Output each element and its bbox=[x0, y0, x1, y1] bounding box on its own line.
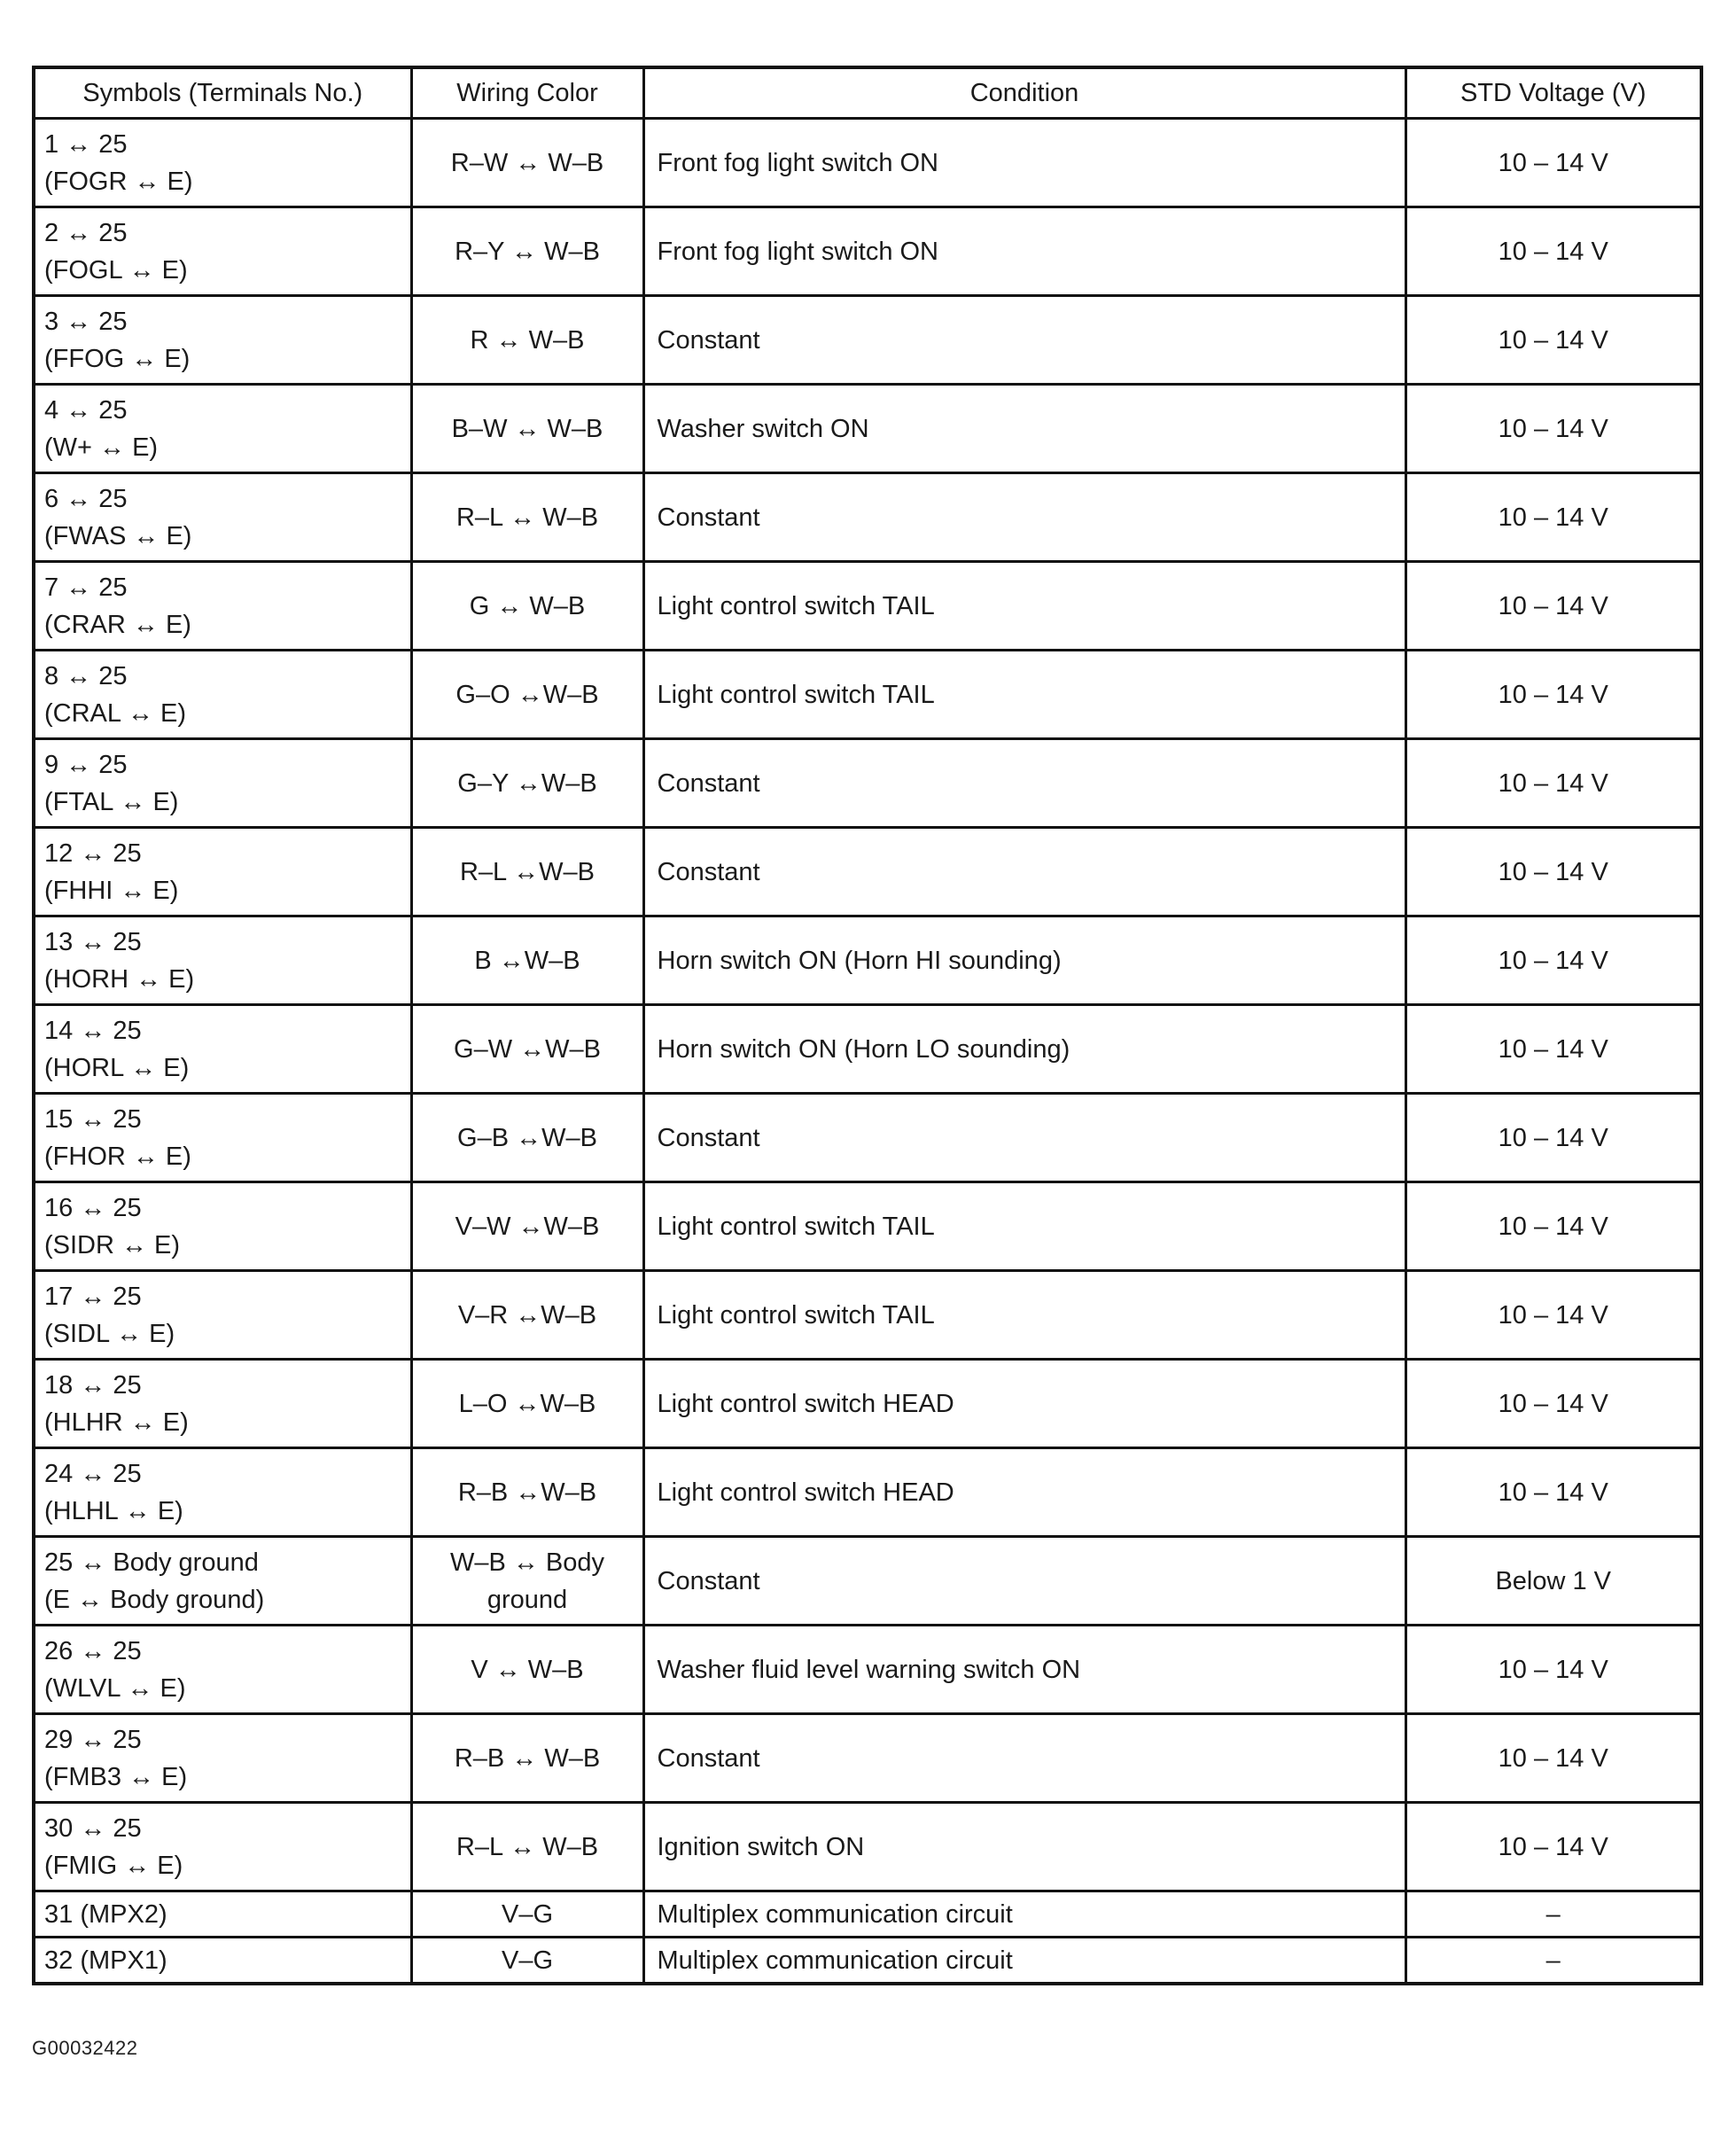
wiring-color: R ↔ W–B bbox=[470, 325, 585, 355]
table-body bbox=[34, 119, 1701, 1985]
table-row bbox=[34, 1891, 1701, 1938]
std-voltage-cell: 10 – 14 V bbox=[1405, 828, 1701, 916]
wiring-color-cell bbox=[411, 207, 643, 296]
condition-cell: Constant bbox=[643, 828, 1405, 916]
terminal-symbol: (FHHI ↔ E) bbox=[44, 876, 179, 905]
wiring-color-cell: V–G bbox=[411, 1891, 643, 1938]
wiring-color: G–W ↔W–B bbox=[454, 1034, 601, 1064]
condition-cell: Constant bbox=[643, 1714, 1405, 1803]
table-row bbox=[34, 1537, 1701, 1626]
terminal-number: 8 ↔ 25 bbox=[44, 661, 128, 690]
terminal-cell bbox=[34, 1803, 411, 1891]
condition-cell: Washer fluid level warning switch ON bbox=[643, 1626, 1405, 1714]
wiring-color-cell bbox=[411, 1094, 643, 1182]
terminal-cell bbox=[34, 1182, 411, 1271]
wiring-color-cell bbox=[411, 739, 643, 828]
wiring-color: G–Y ↔W–B bbox=[457, 768, 597, 798]
wiring-color: R–B ↔W–B bbox=[457, 1478, 597, 1507]
condition-cell: Horn switch ON (Horn HI sounding) bbox=[643, 916, 1405, 1005]
terminal-number: 24 ↔ 25 bbox=[44, 1459, 142, 1488]
terminal-symbol: (SIDR ↔ E) bbox=[44, 1230, 181, 1259]
terminal-number: 16 ↔ 25 bbox=[44, 1193, 142, 1222]
condition-cell: Horn switch ON (Horn LO sounding) bbox=[643, 1005, 1405, 1094]
terminal-symbol: (FWAS ↔ E) bbox=[44, 521, 192, 550]
condition-cell: Multiplex communication circuit bbox=[643, 1938, 1405, 1985]
wiring-color-cell: V–G bbox=[411, 1938, 643, 1985]
std-voltage-cell: 10 – 14 V bbox=[1405, 1360, 1701, 1448]
wiring-color: W–B ↔ Body ground bbox=[449, 1548, 605, 1614]
std-voltage-cell: 10 – 14 V bbox=[1405, 739, 1701, 828]
terminal-number: 18 ↔ 25 bbox=[44, 1370, 142, 1400]
condition-cell: Front fog light switch ON bbox=[643, 207, 1405, 296]
terminal-symbol: (SIDL ↔ E) bbox=[44, 1319, 175, 1348]
wiring-color: V–R ↔W–B bbox=[457, 1300, 597, 1330]
wiring-color-cell bbox=[411, 1360, 643, 1448]
terminal-voltage-sheet bbox=[32, 66, 1700, 1985]
wiring-color: L–O ↔W–B bbox=[458, 1389, 596, 1418]
terminal-voltage-table bbox=[32, 66, 1703, 1985]
terminal-symbol: (FHOR ↔ E) bbox=[44, 1142, 191, 1171]
terminal-cell bbox=[34, 1448, 411, 1537]
table-row bbox=[34, 207, 1701, 296]
table-row bbox=[34, 739, 1701, 828]
terminal-number: 7 ↔ 25 bbox=[44, 573, 128, 602]
terminal-cell: 32 (MPX1) bbox=[34, 1938, 411, 1985]
std-voltage-cell: 10 – 14 V bbox=[1405, 651, 1701, 739]
terminal-number: 13 ↔ 25 bbox=[44, 927, 142, 956]
table-row bbox=[34, 1182, 1701, 1271]
wiring-color-cell bbox=[411, 385, 643, 473]
terminal-cell bbox=[34, 473, 411, 562]
terminal-symbol: (E ↔ Body ground) bbox=[44, 1585, 265, 1614]
wiring-color: G–O ↔W–B bbox=[455, 680, 599, 709]
table-row bbox=[34, 1626, 1701, 1714]
wiring-color-cell bbox=[411, 1714, 643, 1803]
terminal-cell bbox=[34, 385, 411, 473]
terminal-number: 3 ↔ 25 bbox=[44, 307, 128, 336]
wiring-color-cell bbox=[411, 916, 643, 1005]
table-row bbox=[34, 651, 1701, 739]
std-voltage-cell: 10 – 14 V bbox=[1405, 1182, 1701, 1271]
wiring-color: G–B ↔W–B bbox=[457, 1123, 597, 1152]
terminal-cell bbox=[34, 1537, 411, 1626]
table-row bbox=[34, 1714, 1701, 1803]
terminal-cell bbox=[34, 828, 411, 916]
std-voltage-cell: 10 – 14 V bbox=[1405, 562, 1701, 651]
wiring-color-cell bbox=[411, 1803, 643, 1891]
terminal-cell bbox=[34, 1714, 411, 1803]
condition-cell: Light control switch TAIL bbox=[643, 651, 1405, 739]
header-condition: Condition bbox=[643, 67, 1405, 119]
terminal-number: 9 ↔ 25 bbox=[44, 750, 128, 779]
wiring-color-cell bbox=[411, 651, 643, 739]
std-voltage-cell: 10 – 14 V bbox=[1405, 1271, 1701, 1360]
header-symbols: Symbols (Terminals No.) bbox=[34, 67, 411, 119]
terminal-symbol: (HLHL ↔ E) bbox=[44, 1496, 183, 1525]
condition-cell: Ignition switch ON bbox=[643, 1803, 1405, 1891]
table-header-row bbox=[34, 67, 1701, 119]
terminal-cell bbox=[34, 1094, 411, 1182]
std-voltage-cell: – bbox=[1405, 1938, 1701, 1985]
terminal-number: 30 ↔ 25 bbox=[44, 1813, 142, 1843]
wiring-color-cell bbox=[411, 1271, 643, 1360]
terminal-number: 26 ↔ 25 bbox=[44, 1636, 142, 1665]
terminal-symbol: (HORH ↔ E) bbox=[44, 964, 195, 994]
table-row bbox=[34, 1094, 1701, 1182]
condition-cell: Constant bbox=[643, 739, 1405, 828]
condition-cell: Light control switch TAIL bbox=[643, 1182, 1405, 1271]
wiring-color: V ↔ W–B bbox=[471, 1655, 584, 1684]
table-row bbox=[34, 119, 1701, 207]
terminal-cell: 31 (MPX2) bbox=[34, 1891, 411, 1938]
table-row bbox=[34, 828, 1701, 916]
wiring-color: B–W ↔ W–B bbox=[451, 414, 603, 443]
std-voltage-cell: 10 – 14 V bbox=[1405, 296, 1701, 385]
wiring-color: R–B ↔ W–B bbox=[454, 1743, 601, 1773]
std-voltage-cell: – bbox=[1405, 1891, 1701, 1938]
terminal-symbol: (HLHR ↔ E) bbox=[44, 1408, 189, 1437]
terminal-symbol: (FOGR ↔ E) bbox=[44, 167, 193, 196]
std-voltage-cell: 10 – 14 V bbox=[1405, 1803, 1701, 1891]
table-row bbox=[34, 385, 1701, 473]
terminal-number: 12 ↔ 25 bbox=[44, 838, 142, 868]
std-voltage-cell: Below 1 V bbox=[1405, 1537, 1701, 1626]
terminal-cell bbox=[34, 296, 411, 385]
table-row bbox=[34, 562, 1701, 651]
wiring-color: R–L ↔ W–B bbox=[455, 503, 599, 532]
table-row bbox=[34, 296, 1701, 385]
terminal-number: 4 ↔ 25 bbox=[44, 395, 128, 425]
wiring-color-cell bbox=[411, 296, 643, 385]
std-voltage-cell: 10 – 14 V bbox=[1405, 119, 1701, 207]
terminal-cell bbox=[34, 1005, 411, 1094]
wiring-color-cell bbox=[411, 1005, 643, 1094]
terminal-cell bbox=[34, 562, 411, 651]
terminal-cell bbox=[34, 119, 411, 207]
condition-cell: Constant bbox=[643, 473, 1405, 562]
condition-cell: Constant bbox=[643, 1094, 1405, 1182]
std-voltage-cell: 10 – 14 V bbox=[1405, 1626, 1701, 1714]
condition-cell: Washer switch ON bbox=[643, 385, 1405, 473]
table-row bbox=[34, 916, 1701, 1005]
header-std-voltage: STD Voltage (V) bbox=[1405, 67, 1701, 119]
condition-cell: Constant bbox=[643, 1537, 1405, 1626]
std-voltage-cell: 10 – 14 V bbox=[1405, 1094, 1701, 1182]
terminal-symbol: (WLVL ↔ E) bbox=[44, 1673, 186, 1703]
terminal-symbol: (W+ ↔ E) bbox=[44, 433, 159, 462]
std-voltage-cell: 10 – 14 V bbox=[1405, 1005, 1701, 1094]
terminal-symbol: (FTAL ↔ E) bbox=[44, 787, 179, 816]
table-row bbox=[34, 1271, 1701, 1360]
terminal-cell bbox=[34, 1626, 411, 1714]
condition-cell: Light control switch TAIL bbox=[643, 1271, 1405, 1360]
terminal-symbol: (FOGL ↔ E) bbox=[44, 255, 188, 285]
terminal-number: 2 ↔ 25 bbox=[44, 218, 128, 247]
wiring-color-cell bbox=[411, 1537, 643, 1626]
wiring-color: R–Y ↔ W–B bbox=[455, 237, 600, 266]
wiring-color-cell bbox=[411, 1448, 643, 1537]
terminal-cell bbox=[34, 207, 411, 296]
wiring-color: R–L ↔W–B bbox=[459, 857, 596, 886]
wiring-color-cell bbox=[411, 1182, 643, 1271]
std-voltage-cell: 10 – 14 V bbox=[1405, 1448, 1701, 1537]
wiring-color: G ↔ W–B bbox=[469, 591, 586, 620]
wiring-color: V–W ↔W–B bbox=[455, 1212, 600, 1241]
terminal-symbol: (FMIG ↔ E) bbox=[44, 1851, 183, 1880]
terminal-number: 14 ↔ 25 bbox=[44, 1016, 142, 1045]
condition-cell: Light control switch TAIL bbox=[643, 562, 1405, 651]
terminal-number: 15 ↔ 25 bbox=[44, 1104, 142, 1134]
table-row bbox=[34, 1448, 1701, 1537]
table-row bbox=[34, 1360, 1701, 1448]
terminal-cell bbox=[34, 1360, 411, 1448]
condition-cell: Front fog light switch ON bbox=[643, 119, 1405, 207]
wiring-color-cell bbox=[411, 473, 643, 562]
wiring-color-cell bbox=[411, 562, 643, 651]
terminal-cell bbox=[34, 651, 411, 739]
wiring-color-cell bbox=[411, 119, 643, 207]
table-row bbox=[34, 1938, 1701, 1985]
wiring-color-cell bbox=[411, 828, 643, 916]
terminal-cell bbox=[34, 739, 411, 828]
condition-cell: Light control switch HEAD bbox=[643, 1360, 1405, 1448]
std-voltage-cell: 10 – 14 V bbox=[1405, 207, 1701, 296]
terminal-symbol: (FMB3 ↔ E) bbox=[44, 1762, 188, 1791]
figure-id: G00032422 bbox=[32, 2037, 138, 2059]
std-voltage-cell: 10 – 14 V bbox=[1405, 473, 1701, 562]
terminal-symbol: (HORL ↔ E) bbox=[44, 1053, 190, 1082]
terminal-number: 17 ↔ 25 bbox=[44, 1282, 142, 1311]
header-wiring-color: Wiring Color bbox=[411, 67, 643, 119]
std-voltage-cell: 10 – 14 V bbox=[1405, 916, 1701, 1005]
condition-cell: Multiplex communication circuit bbox=[643, 1891, 1405, 1938]
terminal-number: 25 ↔ Body ground bbox=[44, 1548, 259, 1577]
condition-cell: Constant bbox=[643, 296, 1405, 385]
terminal-number: 1 ↔ 25 bbox=[44, 129, 128, 159]
terminal-symbol: (FFOG ↔ E) bbox=[44, 344, 191, 373]
table-row bbox=[34, 1803, 1701, 1891]
table-row bbox=[34, 1005, 1701, 1094]
terminal-cell bbox=[34, 1271, 411, 1360]
terminal-number: 29 ↔ 25 bbox=[44, 1725, 142, 1754]
terminal-number: 6 ↔ 25 bbox=[44, 484, 128, 513]
terminal-symbol: (CRAL ↔ E) bbox=[44, 698, 187, 728]
terminal-cell bbox=[34, 916, 411, 1005]
table-row bbox=[34, 473, 1701, 562]
std-voltage-cell: 10 – 14 V bbox=[1405, 1714, 1701, 1803]
condition-cell: Light control switch HEAD bbox=[643, 1448, 1405, 1537]
wiring-color: R–L ↔ W–B bbox=[455, 1832, 599, 1861]
wiring-color: B ↔W–B bbox=[474, 946, 580, 975]
std-voltage-cell: 10 – 14 V bbox=[1405, 385, 1701, 473]
wiring-color: R–W ↔ W–B bbox=[450, 148, 604, 177]
wiring-color-cell bbox=[411, 1626, 643, 1714]
terminal-symbol: (CRAR ↔ E) bbox=[44, 610, 191, 639]
